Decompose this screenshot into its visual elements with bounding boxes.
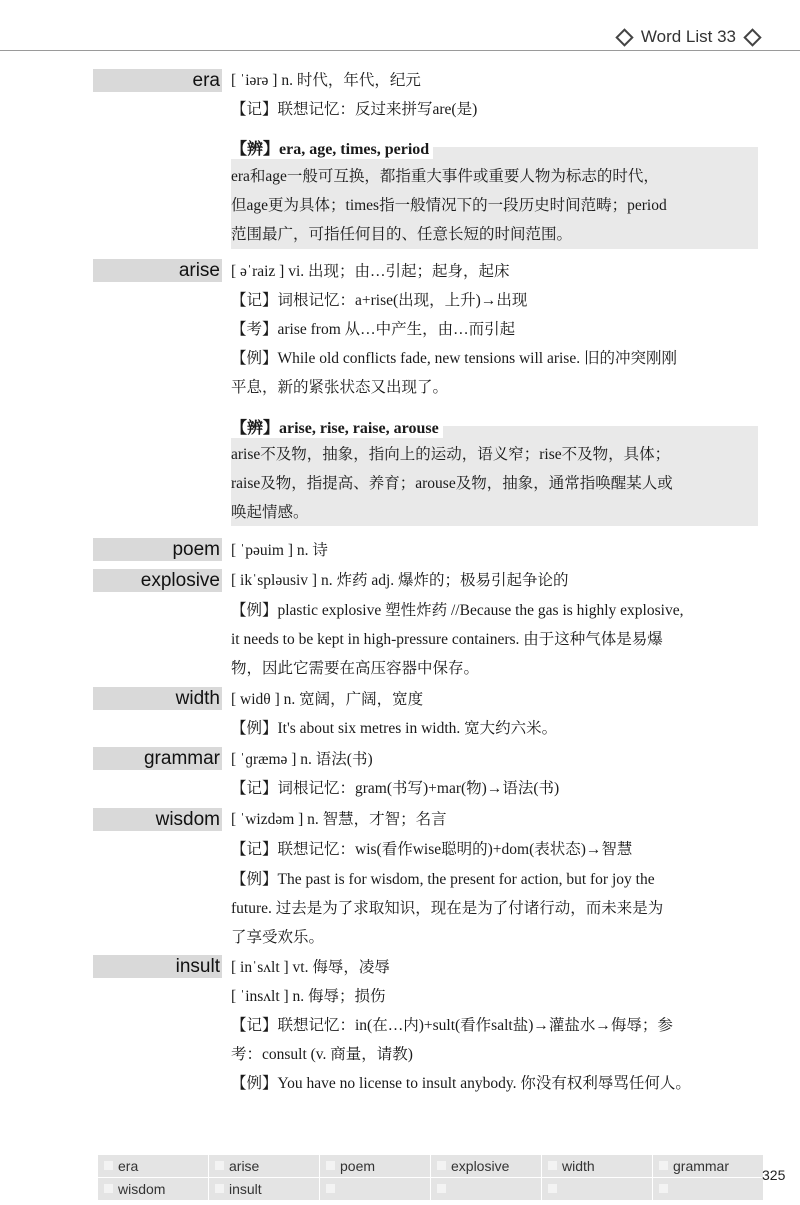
memory-note: 【记】联想记忆：wis(看作wise聪明的)+dom(表状态)→智慧 [231, 841, 633, 858]
headword-arise: arise [93, 259, 222, 282]
example-line: 平息，新的紧张状态又出现了。 [231, 379, 449, 396]
example-line: 【例】The past is for wisdom, the present for action, but for joy the [231, 871, 655, 888]
word-index-grid [98, 1155, 758, 1200]
index-cell: insult [209, 1178, 319, 1200]
definition-line: [ ikˈspləusiv ] n. 炸药 adj. 爆炸的；极易引起争论的 [231, 572, 569, 589]
distinction-line: arise不及物，抽象，指向上的运动，语义窄；rise不及物，具体； [231, 446, 671, 463]
definition-line: [ widθ ] n. 宽阔，广阔，宽度 [231, 691, 424, 708]
index-cell [542, 1178, 652, 1200]
example-line: 【例】You have no license to insult anybody. 你没有权利辱骂任何人。 [231, 1075, 691, 1092]
headword-insult: insult [93, 955, 222, 978]
distinction-title: 【辨】era, age, times, period [231, 136, 433, 159]
exam-note: 【考】arise from 从…中产生，由…而引起 [231, 321, 516, 338]
example-line: 物，因此它需要在高压容器中保存。 [231, 660, 480, 677]
index-cell: era [98, 1155, 208, 1177]
example-line: 【例】It's about six metres in width. 宽大约六米。 [231, 720, 558, 737]
headword-grammar: grammar [93, 747, 222, 770]
header-rule [0, 50, 800, 51]
index-cell [320, 1178, 430, 1200]
memory-note: 【记】联想记忆：反过来拼写are(是) [231, 101, 478, 118]
definition-line: [ ˈɡræmə ] n. 语法(书) [231, 751, 373, 768]
definition-line: [ ˈpəuim ] n. 诗 [231, 542, 328, 559]
definition-line: [ ˈiərə ] n. 时代，年代，纪元 [231, 72, 421, 89]
definition-line: [ inˈsʌlt ] vt. 侮辱，凌辱 [231, 959, 390, 976]
example-line: 【例】While old conflicts fade, new tensions will arise. 旧的冲突刚刚 [231, 350, 677, 367]
headword-wisdom: wisdom [93, 808, 222, 831]
index-cell: grammar [653, 1155, 763, 1177]
diamond-icon [615, 28, 633, 46]
index-cell [653, 1178, 763, 1200]
headword-explosive: explosive [93, 569, 222, 592]
distinction-line: 唤起情感。 [231, 504, 309, 521]
distinction-line: 但age更为具体；times指一般情况下的一段历史时间范畴；period [231, 197, 667, 214]
memory-note: 考：consult (v. 商量，请教) [231, 1046, 413, 1063]
page-header [614, 27, 763, 47]
diamond-icon [743, 28, 761, 46]
example-line: 【例】plastic explosive 塑性炸药 //Because the gas is highly explosive, [231, 602, 684, 619]
page-number: 325 [762, 1167, 786, 1183]
index-cell: width [542, 1155, 652, 1177]
index-cell: explosive [431, 1155, 541, 1177]
definition-line: [ əˈraiz ] vi. 出现；由…引起；起身，起床 [231, 263, 510, 280]
header-title: Word List 33 [640, 27, 736, 46]
memory-note: 【记】联想记忆：in(在…内)+sult(看作salt盐)→灌盐水→侮辱；参 [231, 1017, 673, 1034]
headword-width: width [93, 687, 222, 710]
example-line: future. 过去是为了求取知识，现在是为了付诸行动，而未来是为 [231, 900, 664, 917]
distinction-line: era和age一般可互换，都指重大事件或重要人物为标志的时代， [231, 168, 659, 185]
distinction-line: raise及物，指提高、养育；arouse及物，抽象，通常指唤醒某人或 [231, 475, 673, 492]
distinction-title: 【辨】arise, rise, raise, arouse [231, 415, 443, 438]
example-line: 了享受欢乐。 [231, 929, 325, 946]
definition-line: [ ˈinsʌlt ] n. 侮辱；损伤 [231, 988, 386, 1005]
index-cell: arise [209, 1155, 319, 1177]
example-line: it needs to be kept in high-pressure containers. 由于这种气体是易爆 [231, 631, 663, 648]
definition-line: [ ˈwizdəm ] n. 智慧，才智；名言 [231, 811, 447, 828]
distinction-line: 范围最广，可指任何目的、任意长短的时间范围。 [231, 226, 573, 243]
memory-note: 【记】词根记忆：gram(书写)+mar(物)→语法(书) [231, 780, 560, 797]
index-cell: poem [320, 1155, 430, 1177]
memory-note: 【记】词根记忆：a+rise(出现，上升)→出现 [231, 292, 528, 309]
index-cell: wisdom [98, 1178, 208, 1200]
headword-poem: poem [93, 538, 222, 561]
headword-era: era [93, 69, 222, 92]
index-cell [431, 1178, 541, 1200]
